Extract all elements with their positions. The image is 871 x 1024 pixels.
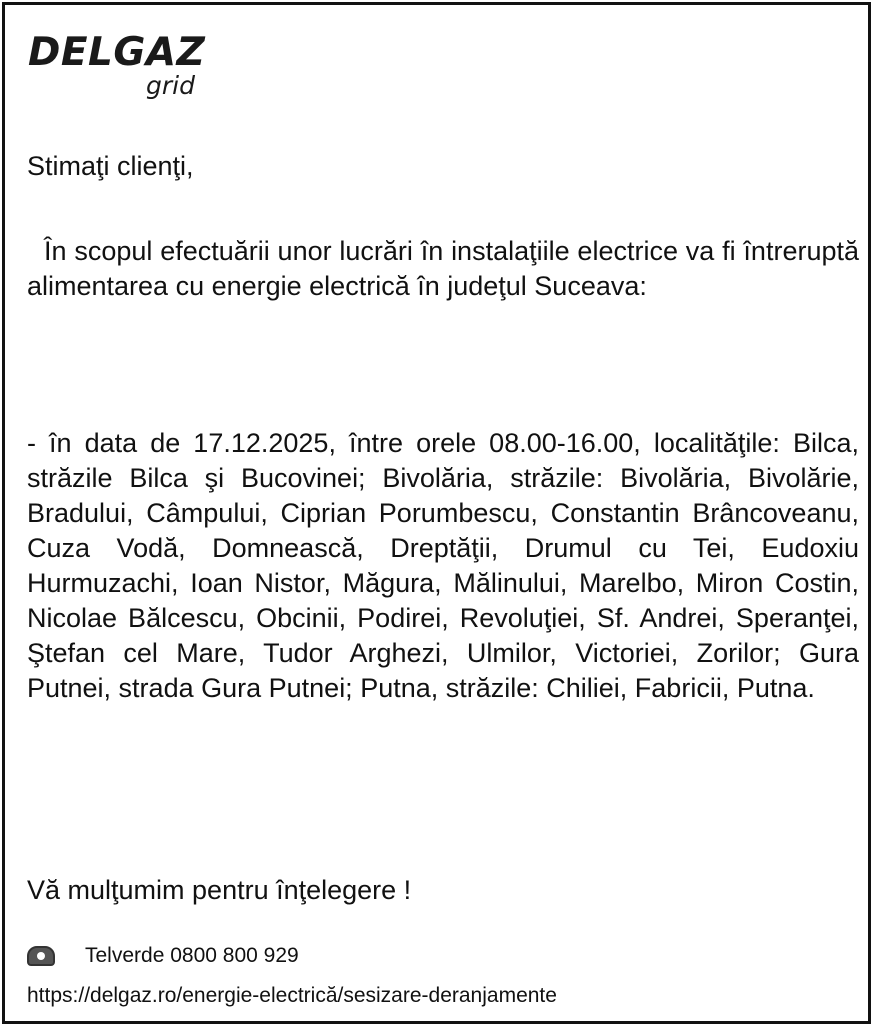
greeting: Stimaţi clienţi,: [27, 151, 194, 181]
phone-row: [27, 943, 299, 969]
phone-icon: [27, 946, 55, 966]
intro-paragraph: În scopul efectuării unor lucrări în instalaţiile electrice va fi întreruptă alimentarea cu energie electrică în judeţul Suceava:: [27, 236, 859, 301]
report-url[interactable]: https://delgaz.ro/energie-electrică/sesizare-deranjamente: [27, 984, 557, 1007]
logo-main-text: DELGAZ: [28, 30, 206, 75]
delgaz-grid-logo: [28, 30, 206, 100]
logo-sub-text: grid: [146, 71, 195, 100]
phone-number: Telverde 0800 800 929: [85, 944, 299, 967]
thanks-line: Vă mulţumim pentru înţelegere !: [27, 875, 412, 905]
notice-frame: [2, 2, 871, 1024]
schedule-paragraph: - în data de 17.12.2025, între orele 08.00-16.00, localităţile: Bilca, străzile Bilca şi Bucovinei; Bivolăria, străzile: Bivolăria, Bivolărie, Bradului, Câmpului, Ciprian Porumbescu, Constantin Brâncoveanu, Cuza Vodă, Domnească, Dreptăţii, Drumul cu Tei, Eudoxiu Hurmuzachi, Ioan Nistor, Măgura, Mălinului, Marelbo, Miron Costin, Nicolae Bălcescu, Obcinii, Podirei, Revoluţiei, Sf. Andrei, Speranţei, Ştefan cel Mare, Tudor Arghezi, Ulmilor, Victoriei, Zorilor; Gura Putnei, strada Gura Putnei; Putna, străzile: Chiliei, Fabricii, Putna.: [27, 428, 859, 703]
